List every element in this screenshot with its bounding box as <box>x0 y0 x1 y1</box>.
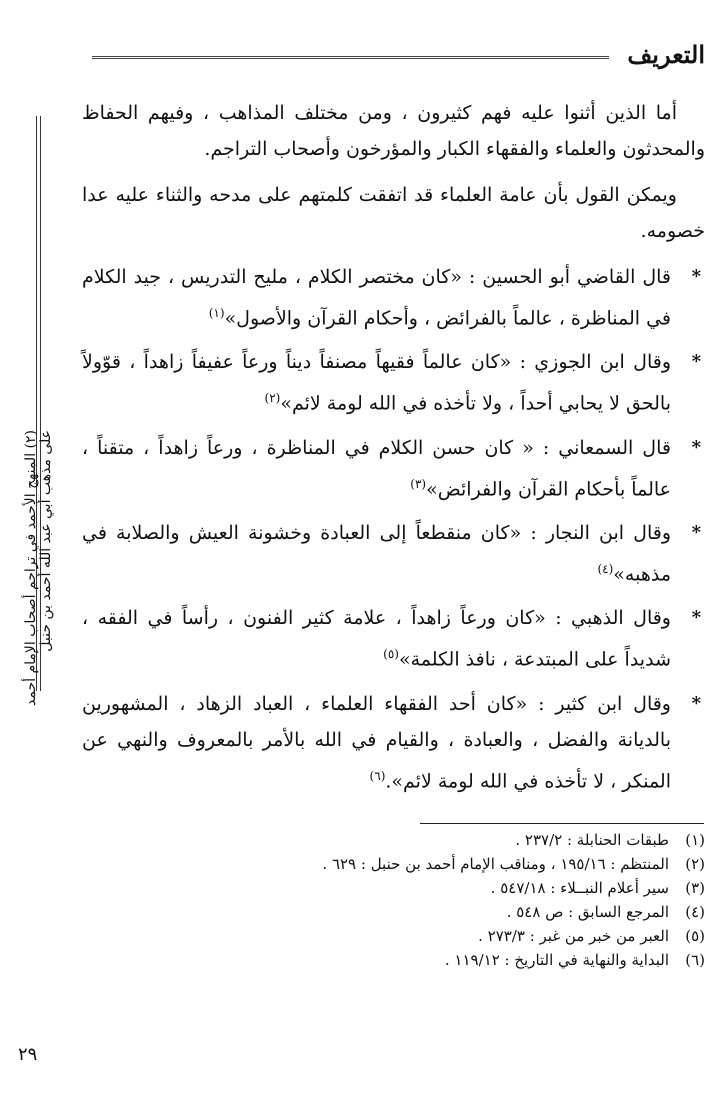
asterisk-icon: * <box>691 607 701 629</box>
footnote-ref[interactable]: (٣) <box>410 476 427 491</box>
side-caption-line: على مذهب أبي عبد الله أحمد بن حنبل <box>38 430 54 652</box>
quote-text: وقال ابن النجار : «كان منقطعاً إلى العبادة وخشونة العيش والصلابة في مذهبه» <box>82 521 671 586</box>
asterisk-icon: * <box>691 351 701 373</box>
header-rule <box>92 56 609 59</box>
footnote-text: البداية والنهاية في التاريخ : ١١٩/١٢ . <box>444 951 669 969</box>
footnote-text: طبقات الحنابلة : ٢٣٧/٢ . <box>515 831 669 849</box>
footnote-ref[interactable]: (٢) <box>264 391 281 406</box>
asterisk-icon: * <box>691 692 701 714</box>
footnotes <box>105 828 705 972</box>
footnote-number: (٢) <box>685 855 705 873</box>
footnote <box>105 900 705 924</box>
paragraph: أما الذين أثنوا عليه فهم كثيرون ، ومن مختلف المذاهب ، وفيهم الحفاظ والمحدثون والعلماء والفقهاء الكبار والمؤرخون وأصحاب التراجم. <box>82 102 705 160</box>
footnote-number: (١) <box>685 831 705 849</box>
asterisk-icon: * <box>691 436 701 458</box>
footnote-text: المرجع السابق : ص ٥٤٨ . <box>506 903 669 921</box>
quote-text: وقال ابن كثير : «كان أحد الفقهاء العلماء ، العباد الزهاد ، المشهورين بالديانة والفضل ، والعبادة ، والقيام في الله بالأمر بالمعروف والنهي عن المنكر ، لا تأخذه في الله لومة لائم». <box>82 692 671 792</box>
side-caption-line: (٢) المنهج الأحمد في تراجم أصحاب الإمام أحمد <box>23 430 39 706</box>
asterisk-icon: * <box>691 266 701 287</box>
footnote-ref[interactable]: (١) <box>208 306 225 320</box>
footnote-number: (٣) <box>685 879 705 897</box>
footnote <box>105 852 705 876</box>
footnote-number: (٦) <box>685 951 705 969</box>
quote-text: قال السمعاني : « كان حسن الكلام في المناظرة ، ورعاً زاهداً ، متقناً ، عالماً بأحكام القرآن والفرائض» <box>82 436 671 500</box>
quote-entry <box>82 344 705 421</box>
footnote-ref[interactable]: (٥) <box>383 647 399 662</box>
footnote <box>105 876 705 900</box>
footnote-ref[interactable]: (٤) <box>597 561 614 576</box>
main-text <box>82 95 705 807</box>
asterisk-icon: * <box>691 521 701 543</box>
side-caption <box>23 430 54 706</box>
footnote-text: المنتظم : ١٩٥/١٦ ، ومناقب الإمام أحمد بن حنبل : ٦٢٩ . <box>322 855 669 873</box>
quote-text: وقال ابن الجوزي : «كان عالماً فقيهاً مصنفاً ديناً ورعاً عفيفاً زاهداً ، قوّولاً بالحق لا يحابي أحداً ، ولا تأخذه في الله لومة لائم» <box>82 351 671 415</box>
paragraph: ويمكن القول بأن عامة العلماء قد اتفقت كلمتهم على مدحه والثناء عليه عدا خصومه. <box>82 184 705 242</box>
footnote-number: (٤) <box>685 903 705 921</box>
quote-entry <box>82 686 705 799</box>
footnote <box>105 924 705 948</box>
quote-entry <box>82 600 705 677</box>
footnote-text: سير أعلام النبــلاء : ٥٤٧/١٨ . <box>490 879 669 897</box>
quote-text: وقال الذهبي : «كان ورعاً زاهداً ، علامة كثير الفنون ، رأساً في الفقه ، شديداً على المبتدعة ، نافذ الكلمة» <box>82 607 671 671</box>
footnote-rule <box>420 823 704 824</box>
footnote-text: العبر من خبر من غبر : ٢٧٣/٣ . <box>478 927 669 945</box>
quote-entry <box>82 259 705 336</box>
page-title: التعريف <box>627 40 705 69</box>
footnote-ref[interactable]: (٦) <box>369 768 386 783</box>
quote-entry <box>82 515 705 592</box>
footnote <box>105 948 705 972</box>
footnote <box>105 828 705 852</box>
footnote-number: (٥) <box>685 927 705 945</box>
quote-entry <box>82 430 705 507</box>
page-number: ٢٩ <box>18 1044 38 1065</box>
quote-text: قال القاضي أبو الحسين : «كان مختصر الكلام ، مليح التدريس ، جيد الكلام في المناظرة ، عالماً بالفرائض ، وأحكام القرآن والأصول» <box>82 266 671 330</box>
